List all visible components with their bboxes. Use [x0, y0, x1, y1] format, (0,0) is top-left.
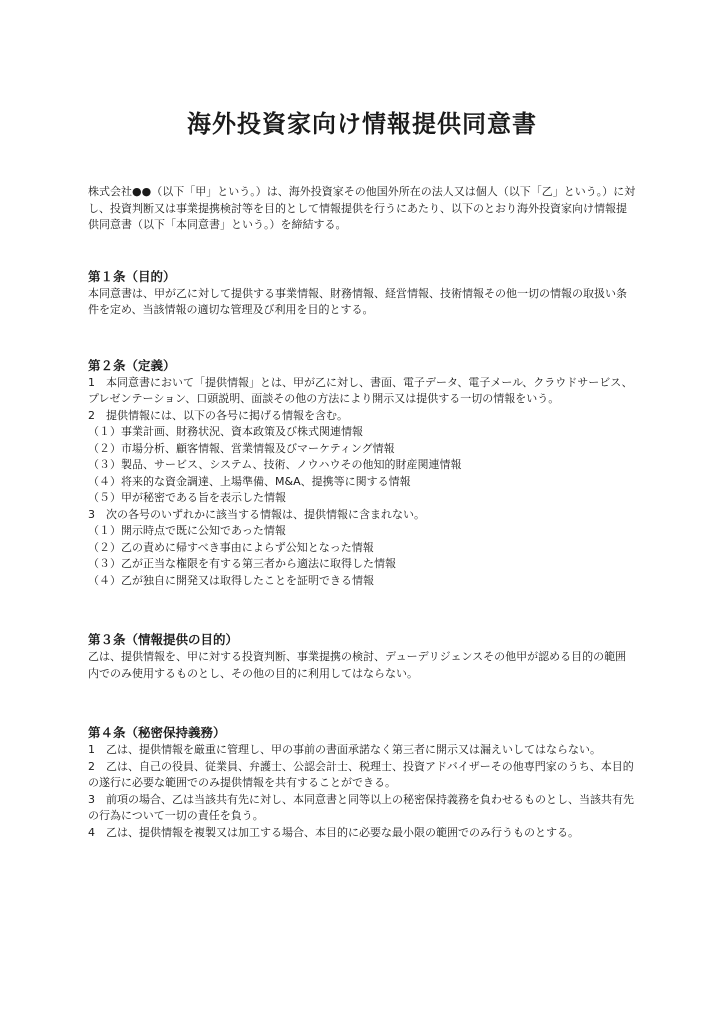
article-2-body — [88, 375, 636, 590]
document-title: 海外投資家向け情報提供同意書 — [187, 110, 537, 138]
article-line: （４）乙が独自に開発又は取得したことを証明できる情報 — [88, 573, 374, 587]
article-line: 1 乙は、提供情報を厳重に管理し、甲の事前の書面承諾なく第三者に開示又は漏えいしてはならない。 — [88, 743, 601, 756]
article-line: 1 本同意書において「提供情報」とは、甲が乙に対し、書面、電子データ、電子メール、クラウドサービス、プレゼンテーション、口頭説明、面談その他の方法により開示又は提供する一切の情報をいう。 — [88, 375, 633, 405]
article-line: 乙は、提供情報を、甲に対する投資判断、事業提携の検討、デューデリジェンスその他甲が認める目的の範囲内でのみ使用するものとし、その他の目的に利用してはならない。 — [88, 650, 627, 680]
article-2-heading: 第２条（定義） — [88, 357, 176, 373]
article-4-body — [88, 742, 636, 841]
article-line: （２）市場分析、顧客情報、営業情報及びマーケティング情報 — [88, 441, 395, 455]
article-line: （５）甲が秘密である旨を表示した情報 — [88, 491, 286, 504]
article-3-body — [88, 649, 636, 682]
article-1-body — [88, 286, 636, 319]
article-line: （１）事業計画、財務状況、資本政策及び株式関連情報 — [88, 425, 363, 438]
article-line: （２）乙の責めに帰すべき事由によらず公知となった情報 — [88, 540, 374, 554]
intro-paragraph: 株式会社●●（以下「甲」という。）は、海外投資家その他国外所在の法人又は個人（以下「乙」という。）に対し、投資判断又は事業提携検討等を目的として情報提供を行うにあたり、以下のとおり海外投資家向け情報提供同意書（以下「本同意書」という。）を締結する。 — [88, 185, 636, 231]
article-3-heading: 第３条（情報提供の目的） — [88, 632, 239, 647]
article-line: （３）乙が正当な権限を有する第三者から適法に取得した情報 — [88, 557, 396, 570]
article-line: 2 乙は、自己の役員、従業員、弁護士、公認会計士、税理士、投資アドバイザーその他専門家のうち、本目的の遂行に必要な範囲でのみ提供情報を共有することができる。 — [88, 759, 634, 789]
article-4-heading: 第４条（秘密保持義務） — [88, 725, 226, 740]
article-line: （１）開示時点で既に公知であった情報 — [88, 524, 286, 537]
article-line: 本同意書は、甲が乙に対して提供する事業情報、財務情報、経営情報、技術情報その他一切の情報の取扱い条件を定め、当該情報の適切な管理及び利用を目的とする。 — [88, 286, 627, 316]
article-line: （３）製品、サービス、システム、技術、ノウハウその他知的財産関連情報 — [88, 458, 462, 471]
article-line: 4 乙は、提供情報を複製又は加工する場合、本目的に必要な最小限の範囲でのみ行うものとする。 — [88, 825, 579, 839]
article-line: （４）将来的な資金調達、上場準備、M&A、提携等に関する情報 — [88, 474, 411, 488]
article-4 — [88, 724, 636, 841]
article-line: 3 前項の場合、乙は当該共有先に対し、本同意書と同等以上の秘密保持義務を負わせるものとし、当該共有先の行為について一切の責任を負う。 — [88, 792, 634, 822]
article-2 — [88, 357, 636, 590]
article-1-heading: 第１条（目的） — [88, 268, 176, 284]
article-1 — [88, 268, 636, 319]
article-line: 3 次の各号のいずれかに該当する情報は、提供情報に含まれない。 — [88, 507, 425, 521]
article-3 — [88, 631, 636, 682]
article-line: 2 提供情報には、以下の各号に掲げる情報を含む。 — [88, 408, 348, 422]
